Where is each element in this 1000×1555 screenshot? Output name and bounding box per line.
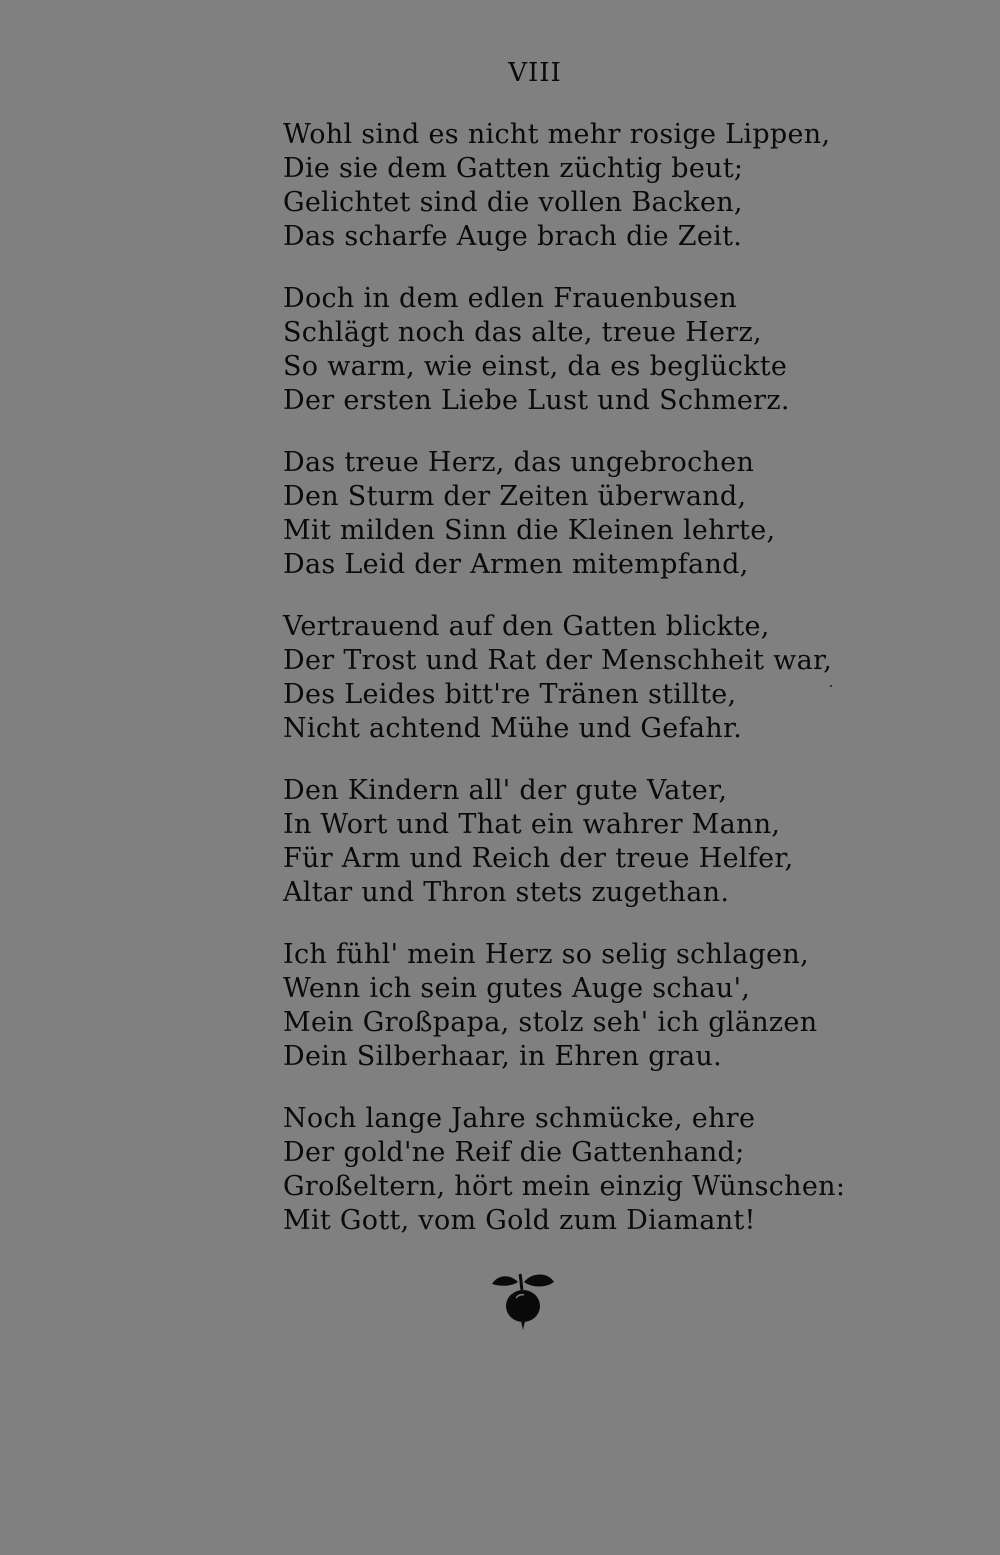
poem-line: Das Leid der Armen mitempfand, — [283, 549, 749, 580]
fruit-ornament-icon — [488, 1268, 558, 1338]
poem-line: Ich fühl' mein Herz so selig schlagen, — [283, 939, 809, 970]
poem-line: Der gold'ne Reif die Gattenhand; — [283, 1137, 745, 1168]
poem-line: Mit milden Sinn die Kleinen lehrte, — [283, 515, 776, 546]
stanza-4 — [283, 610, 883, 746]
stanza-1 — [283, 118, 883, 254]
poem-line: Nicht achtend Mühe und Gefahr. — [283, 713, 743, 744]
poem-line: Wenn ich sein gutes Auge schau', — [283, 973, 751, 1004]
poem-line: Noch lange Jahre schmücke, ehre — [283, 1103, 756, 1134]
poem-line: Vertrauend auf den Gatten blickte, — [283, 611, 770, 642]
poem-line: Das scharfe Auge brach die Zeit. — [283, 221, 743, 252]
stanza-7 — [283, 1102, 883, 1238]
poem-line: Den Sturm der Zeiten überwand, — [283, 481, 747, 512]
poem-line: Der ersten Liebe Lust und Schmerz. — [283, 385, 790, 416]
poem-line: Das treue Herz, das ungebrochen — [283, 447, 755, 478]
poem-line: Die sie dem Gatten züchtig beut; — [283, 153, 744, 184]
poem-line: Gelichtet sind die vollen Backen, — [283, 187, 743, 218]
poem-line: Für Arm und Reich der treue Helfer, — [283, 843, 794, 874]
poem-line: Altar und Thron stets zugethan. — [283, 877, 730, 908]
poem-line: Den Kindern all' der gute Vater, — [283, 775, 728, 806]
poem-line: Großeltern, hört mein einzig Wünschen: — [283, 1171, 846, 1202]
stanza-6 — [283, 938, 883, 1074]
poem-line: Wohl sind es nicht mehr rosige Lippen, — [283, 119, 831, 150]
poem-line: Mit Gott, vom Gold zum Diamant! — [283, 1205, 756, 1236]
paper-speck — [830, 685, 832, 687]
poem-line: Der Trost und Rat der Menschheit war, — [283, 645, 833, 676]
poem-line: Dein Silberhaar, in Ehren grau. — [283, 1041, 722, 1072]
poem-line: In Wort und That ein wahrer Mann, — [283, 809, 781, 840]
poem-line: Schlägt noch das alte, treue Herz, — [283, 317, 762, 348]
poem-line: Des Leides bitt're Tränen stillte, — [283, 679, 737, 710]
poem-line: So warm, wie einst, da es beglückte — [283, 351, 788, 382]
stanza-2 — [283, 282, 883, 418]
poem-line: Doch in dem edlen Frauenbusen — [283, 283, 737, 314]
stanza-5 — [283, 774, 883, 910]
poem — [283, 118, 883, 1266]
poem-line: Mein Großpapa, stolz seh' ich glänzen — [283, 1007, 818, 1038]
page-number: VIII — [508, 58, 562, 88]
stanza-3 — [283, 446, 883, 582]
